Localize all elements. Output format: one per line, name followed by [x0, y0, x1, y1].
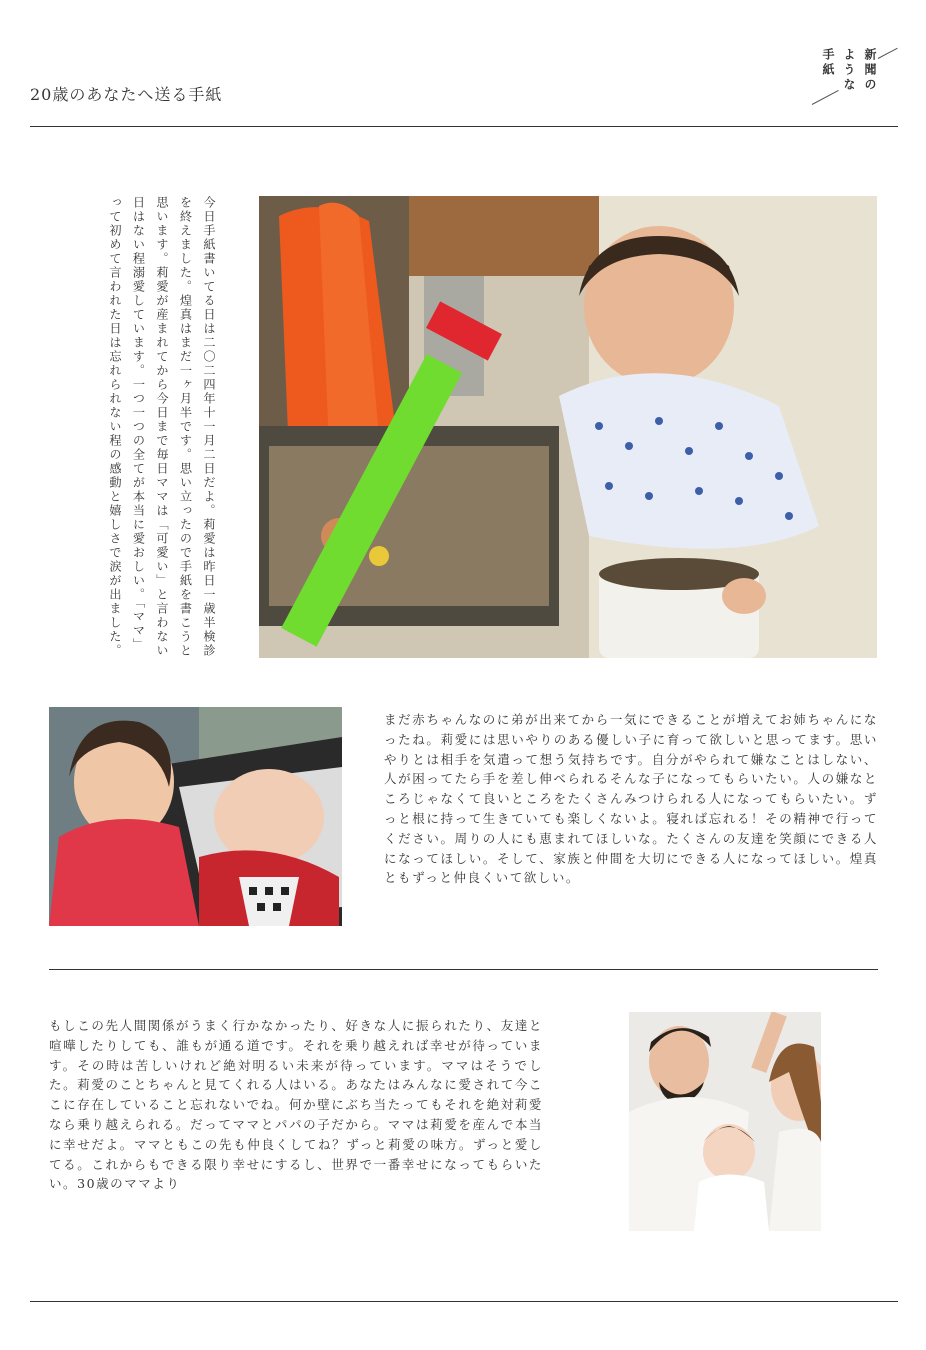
vertical-letter-text — [70, 196, 220, 664]
section-divider — [49, 969, 878, 970]
vertical-line-3: 書こうと思います。莉愛が産まれてから今日まで毎日ママは「可愛 — [155, 196, 193, 658]
vertical-line-1: 今日手紙書いてる日は二〇二四年十一月二日だよ。莉愛は昨日一歳半 — [202, 196, 216, 630]
page-title: 20歳のあなたへ送る手紙 — [30, 85, 223, 104]
footer-divider — [30, 1301, 898, 1302]
newspaper-letter-logo — [806, 40, 902, 112]
logo-slash-top — [878, 48, 898, 59]
photo-child-sandbox — [259, 196, 877, 658]
logo-slash-bottom — [812, 90, 839, 105]
vertical-line-4: い」と言わない日はない程溺愛しています。一つ一つの全てが本当に — [131, 196, 169, 658]
vertical-line-2: 検診を終えました。煌真はまだ一ヶ月半です。思い立ったので手紙を — [178, 196, 216, 658]
vertical-line-5: 愛おしい。「ママ」って初めて言われた日は忘れられない程の感動と — [108, 196, 146, 652]
photo-sister-and-baby — [49, 707, 342, 926]
logo-column-3: 手紙 — [821, 48, 835, 78]
header-divider — [30, 126, 898, 127]
logo-column-1: 新聞の — [863, 48, 877, 93]
letter-paragraph-3: もしこの先人間関係がうまく行かなかったり、好きな人に振られたり、友達と喧嘩したりしても、誰もが通る道です。それを乗り越えれば幸せが待っています。その時は苦しいけれど絶対明るい未来が待っています。ママはそうでした。莉愛のことちゃんと見てくれる人はいる。あなたはみんなに愛されて今ここに存在していること忘れないでね。何か壁にぶち当たってもそれを絶対莉愛なら乗り越えられる。だってママとパパの子だから。ママは莉愛を産んで本当に幸せだよ。ママともこの先も仲良くしてね？ずっと莉愛の味方。ずっと愛してる。これからもできる限り幸せにするし、世界で一番幸せになってもらいたい。30歳のママより — [49, 1018, 543, 1192]
letter-paragraph-2: まだ赤ちゃんなのに弟が出来てから一気にできることが増えてお姉ちゃんになったね。莉愛には思いやりのある優しい子に育って欲しいと思ってます。思いやりとは相手を気遣って想う気持ちです。自分がやられて嫌なことはしない、人が困ってたら手を差し伸べられるそんな子になってもらいたい。人の嫌なところじゃなくて良いところをたくさんみつけられる人になってもらいたい。ずっと根に持って生きていても楽しくないよ。寝れば忘れる！その精神で行ってください。周りの人にも恵まれてほしいな。たくさんの友達を笑顔にできる人になってほしい。そして、家族と仲間を大切にできる人になってほしい。煌真ともずっと仲良くいて欲しい。 — [384, 712, 878, 886]
photo-family — [629, 1012, 821, 1231]
vertical-line-6: 嬉しさで涙が出ました。 — [108, 504, 122, 658]
logo-column-2: ような — [842, 48, 856, 93]
